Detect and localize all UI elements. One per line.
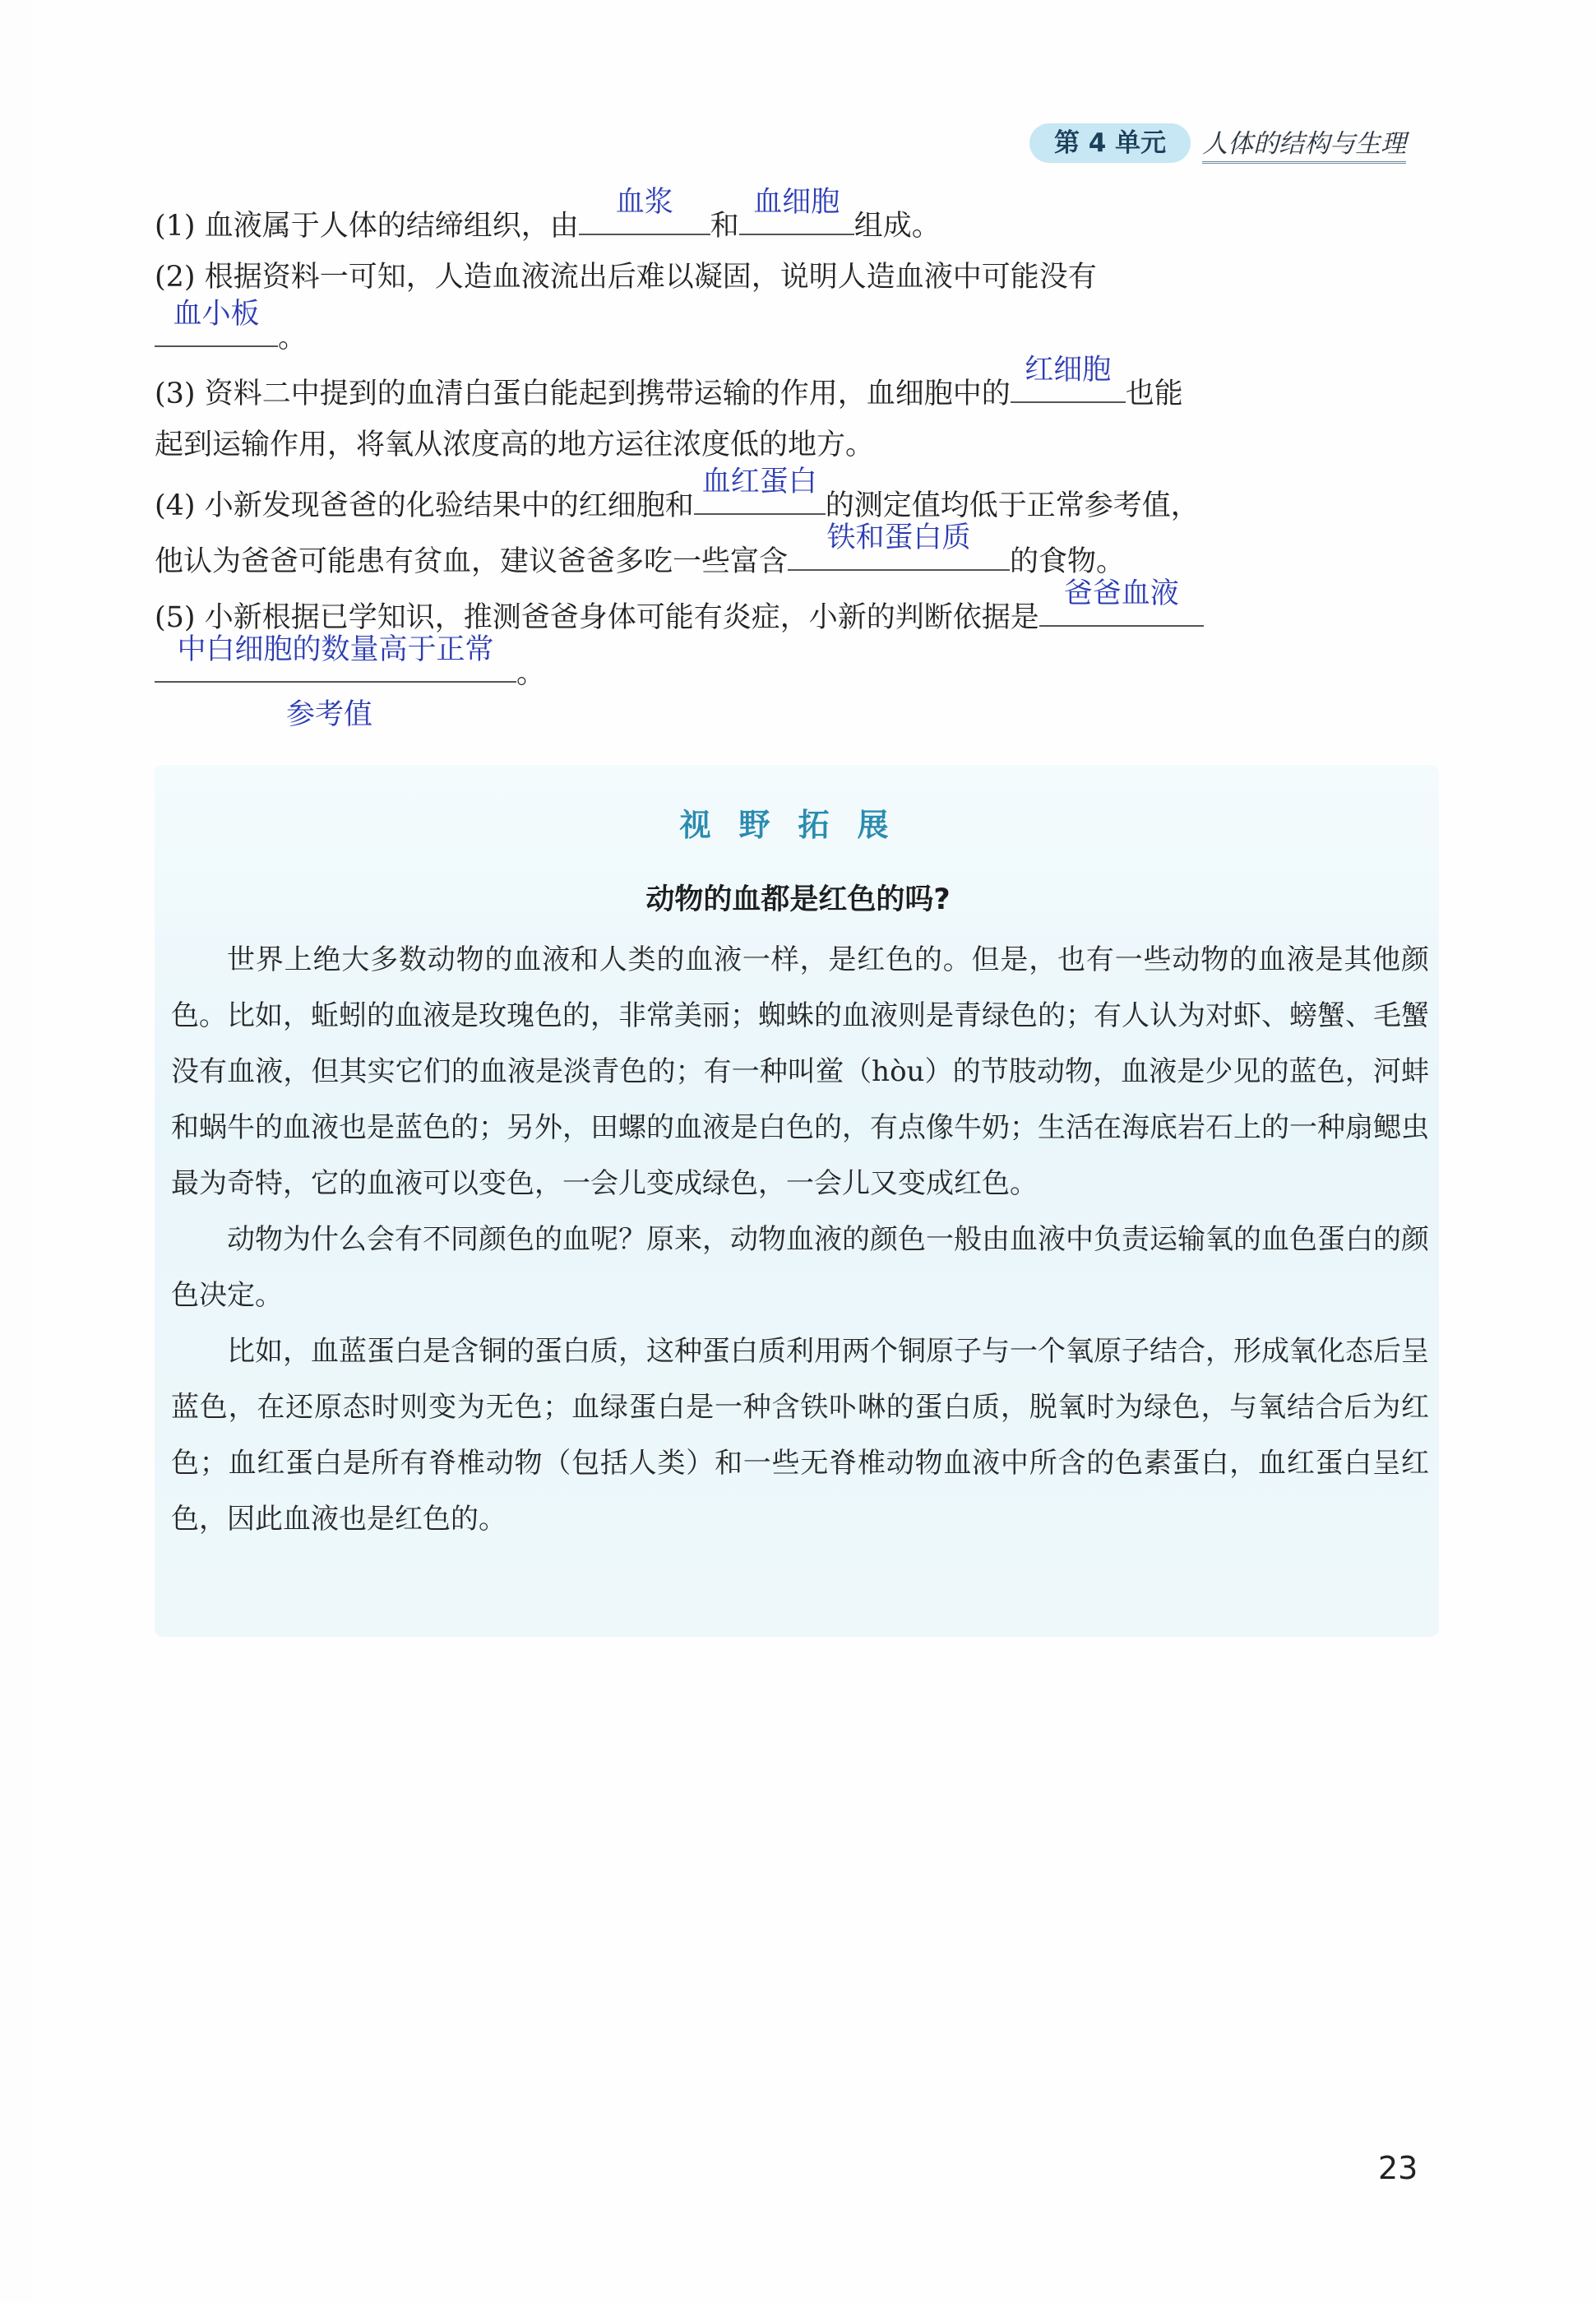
q5-answer-part3: 参考值 [286,698,373,731]
q1-mid: 和 [710,210,739,243]
q4-line2-suffix: 的食物。 [1010,545,1126,578]
q4-answer-2: 铁和蛋白质 [826,521,971,554]
q3-answer: 红细胞 [1025,354,1112,387]
q3-prefix: (3) 资料二中提到的血清白蛋白能起到携带运输的作用，血细胞中的 [155,378,1011,410]
q1-suffix: 组成。 [854,210,941,243]
expand-section-title: 视野拓展 [679,807,917,843]
q5-answer-part1: 爸爸血液 [1063,577,1179,610]
q5-blank-1 [1039,577,1204,627]
question-4 [155,466,1200,534]
q4-suffix: 的测定值均低于正常参考值， [825,489,1200,522]
question-1 [155,186,941,254]
q1-answer-2: 血细胞 [753,186,840,219]
q5-blank-2 [155,633,516,683]
question-3 [155,354,1183,422]
q1-answer-1: 血浆 [615,186,673,219]
article-paragraph: 比如，血蓝蛋白是含铜的蛋白质，这种蛋白质利用两个铜原子与一个氧原子结合，形成氧化态后呈蓝色，在还原态时则变为无色；血绿蛋白是一种含铁卟啉的蛋白质，脱氧时为绿色，与氧结合后为红色；血红蛋白是所有脊椎动物（包括人类）和一些无脊椎动物血液中所含的色素蛋白，血红蛋白呈红色，因此血液也是红色的。 [171,1335,1429,1536]
q3-blank [1011,354,1126,403]
unit-badge: 第 4 单元 [1029,123,1191,163]
question-2-line2 [155,298,308,366]
q5-answer-part2: 中白细胞的数量高于正常 [177,633,494,666]
q2-line1: (2) 根据资料一可知，人造血液流出后难以凝固，说明人造血液中可能没有 [155,261,1097,294]
q3-suffix: 也能 [1125,378,1183,410]
article-paragraph: 动物为什么会有不同颜色的血呢？原来，动物血液的颜色一般由血液中负责运输氧的血色蛋白的颜色决定。 [171,1223,1429,1312]
q4-blank-2 [788,521,1010,571]
q2-suffix: 。 [278,322,308,354]
unit-header [1029,122,1406,164]
page-number: 23 [1378,2150,1418,2186]
q4-prefix: (4) 小新发现爸爸的化验结果中的红细胞和 [155,489,694,522]
q4-blank-1 [694,466,826,515]
question-4-line2 [155,521,1126,590]
q4-answer-1: 血红蛋白 [701,466,817,498]
article-title: 动物的血都是红色的吗? [645,883,951,916]
q2-answer: 血小板 [173,298,260,331]
q5-prefix: (5) 小新根据已学知识，推测爸爸身体可能有炎症，小新的判断依据是 [155,601,1039,634]
article-body [171,932,1429,1547]
q1-prefix: (1) 血液属于人体的结缔组织，由 [155,210,579,243]
q2-blank [155,298,278,347]
question-2 [155,250,1097,305]
unit-title: 人体的结构与生理 [1202,123,1406,164]
q5-suffix: 。 [516,657,546,690]
q1-blank-1 [579,186,710,235]
q1-blank-2 [739,186,854,235]
q4-line2-prefix: 他认为爸爸可能患有贫血，建议爸爸多吃一些富含 [155,545,789,578]
q3-line2: 起到运输作用，将氧从浓度高的地方运往浓度低的地方。 [155,429,875,461]
article-paragraph: 世界上绝大多数动物的血液和人类的血液一样，是红色的。但是，也有一些动物的血液是其他颜色。比如，蚯蚓的血液是玫瑰色的，非常美丽；蜘蛛的血液则是青绿色的；有人认为对虾、螃蟹、毛蟹没有血液，但其实它们的血液是淡青色的；有一种叫鲎（hòu）的节肢动物，血液是少见的蓝色，河蚌和蜗牛的血液也是蓝色的；另外，田螺的血液是白色的，有点像牛奶；生活在海底岩石上的一种扇鳃虫最为奇特，它的血液可以变色，一会儿变成绿色，一会儿又变成红色。 [171,943,1429,1200]
